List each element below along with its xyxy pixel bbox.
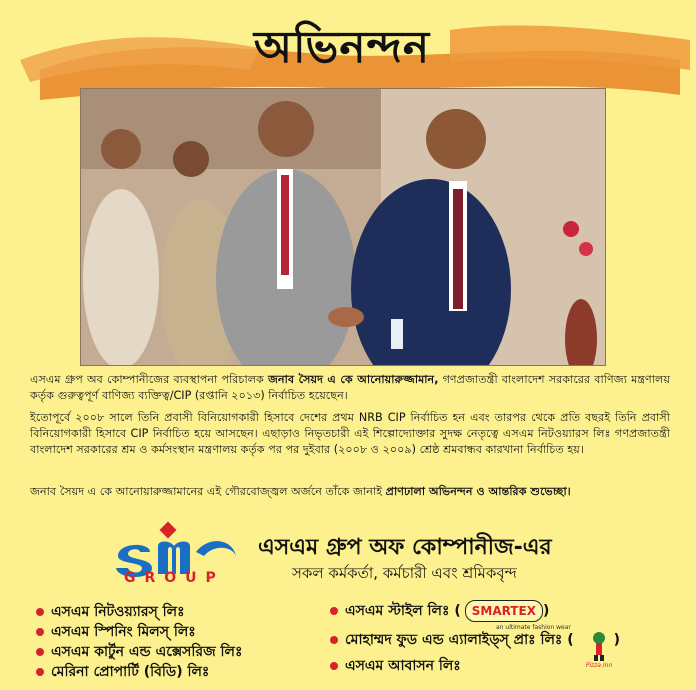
smartex-tagline: an ultimate fashion wear bbox=[496, 624, 571, 631]
list-item: মোহাম্মদ ফুড এন্ড এ্যালাইড্স্ প্রাঃ লিঃ ( ) bbox=[330, 630, 620, 650]
bullet-icon bbox=[36, 648, 44, 656]
companies-left-list bbox=[36, 602, 242, 682]
list-item: এসএম স্পিনিং মিলস্ লিঃ bbox=[36, 622, 242, 642]
list-item: এসএম স্টাইল লিঃ ( SMARTEX ) bbox=[330, 600, 620, 622]
list-item: এসএম কার্টুন এন্ড এক্সেসরিজ লিঃ bbox=[36, 642, 242, 662]
paragraph-1-prefix: এসএম গ্রুপ অব কোম্পানীজের ব্যবস্থাপনা পরিচালক bbox=[30, 373, 268, 386]
list-item: এসএম আবাসন লিঃ bbox=[330, 656, 620, 676]
paragraph-1 bbox=[30, 372, 670, 404]
bullet-icon bbox=[330, 636, 338, 644]
list-item: এসএম নিটওয়্যারস্ লিঃ bbox=[36, 602, 242, 622]
pizza-inn-logo bbox=[584, 628, 614, 668]
pizza-inn-label: Pizza Inn bbox=[585, 662, 613, 668]
company-name: এসএম গ্রুপ অফ কোম্পানীজ-এর bbox=[258, 535, 552, 560]
headline-title: অভিনন্দন bbox=[253, 22, 431, 73]
bullet-icon bbox=[36, 608, 44, 616]
bullet-icon bbox=[36, 628, 44, 636]
bullet-icon bbox=[330, 662, 338, 670]
paragraph-2: ইতোপূর্বে ২০০৮ সালে তিনি প্রবাসী বিনিয়োগকারী হিসাবে দেশের প্রথম NRB CIP নির্বাচিত হন এবং তারপর থেকে প্রতি বছরই তিনি প্রবাসী বিনিয়োগকারী হিসাবে CIP নির্বাচিত হয়ে আসছেন। এছাড়াও নিভৃতচারী এই শিল্পোদ্যোক্তার সুদক্ষ নেতৃত্বে এসএম নিটওয়্যারস লিঃ গণপ্রজাতন্ত্রী বাংলাদেশ সরকারের শ্রম ও কর্মসংস্থান মন্ত্রণালয় কর্তৃক পর পর দুইবার (২০০৮ ও ২০০৯) শ্রেষ্ঠ শ্রমবান্ধব কারখানা নির্বাচিত হয়। bbox=[30, 411, 670, 456]
paragraph-3 bbox=[30, 484, 670, 500]
smartex-logo: SMARTEX bbox=[465, 600, 543, 622]
handshake-photo bbox=[80, 88, 606, 366]
companies-right-list bbox=[330, 600, 620, 676]
company-subline: সকল কর্মকর্তা, কর্মচারী এবং শ্রমিকবৃন্দ bbox=[292, 564, 517, 582]
list-item: মেরিনা প্রোপার্টি (বিডি) লিঃ bbox=[36, 662, 242, 682]
honoree-name: জনাব সৈয়দ এ কে আনোয়ারুজ্জামান, bbox=[267, 373, 439, 386]
bullet-icon bbox=[36, 668, 44, 676]
paragraph-1-suffix: গণপ্রজাতন্ত্রী বাংলাদেশ সরকারের বাণিজ্য মন্ত্রণালয় কর্তৃক গুরুত্বপূর্ণ বাণিজ্য ব্যক্তিত্ব/CIP (রপ্তানি ২০১৩) নির্বাচিত হয়েছেন। bbox=[30, 373, 670, 402]
logo-group-word: GROUP bbox=[124, 570, 225, 586]
bullet-icon bbox=[330, 607, 338, 615]
paragraph-3-prefix: জনাব সৈয়দ এ কে আনোয়ারুজ্জামানের এই গৌরবোজ্জ্বল অর্জনে তাঁকে জানাই bbox=[30, 485, 386, 498]
paragraph-3-bold: প্রাণঢালা অভিনন্দন ও আন্তরিক শুভেচ্ছা। bbox=[385, 485, 571, 498]
